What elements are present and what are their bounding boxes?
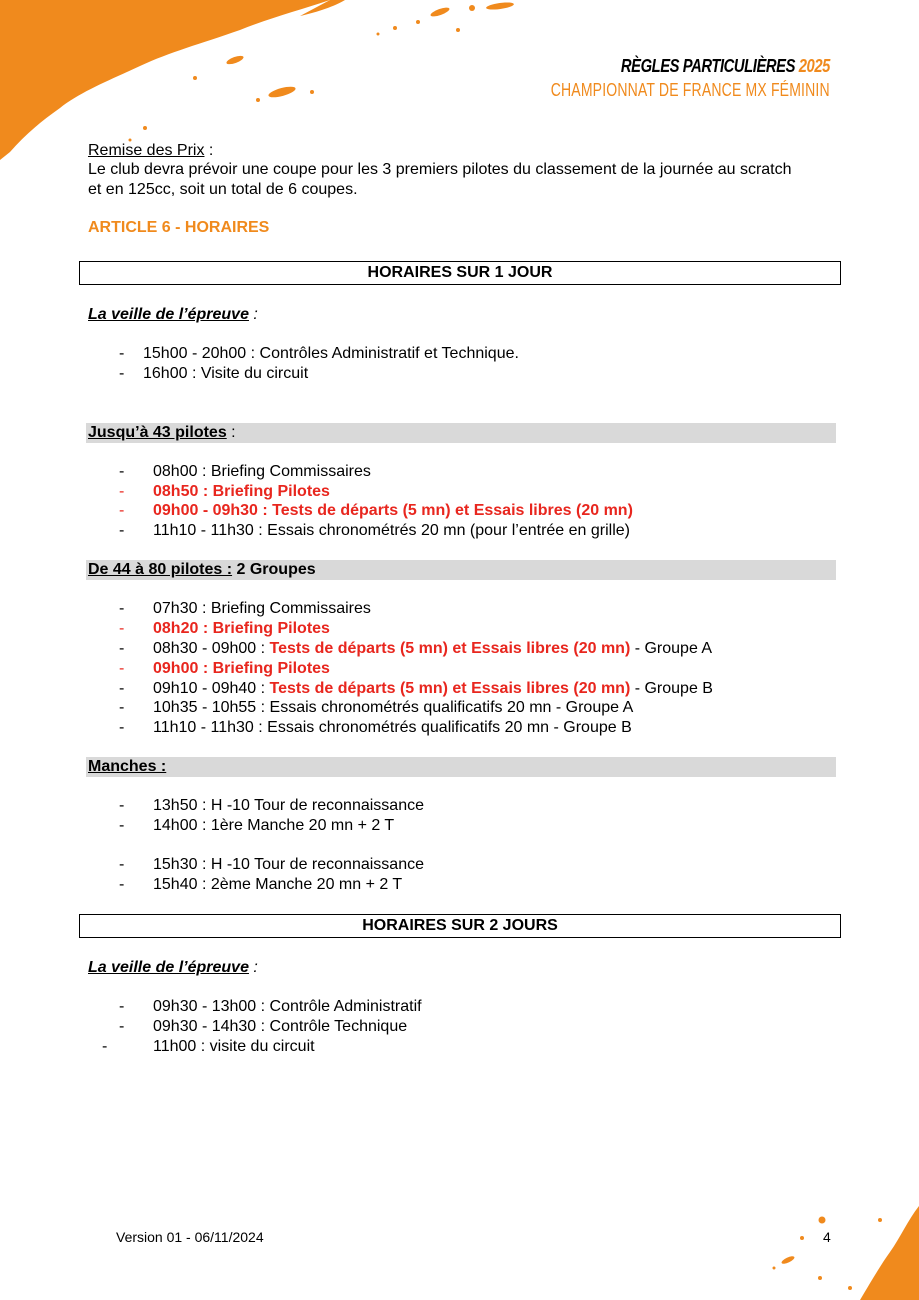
header-title: RÈGLES PARTICULIÈRES 2025 [620,56,830,76]
two-days-box-title: HORAIRES SUR 2 JOURS [79,914,841,938]
two-days-eve-heading-line: La veille de l’épreuve : [88,959,258,976]
footer-version: Version 01 - 06/11/2024 [116,1229,264,1245]
up-to-43-heading-band: Jusqu’à 43 pilotes : [86,423,836,443]
article-heading: ARTICLE 6 - HORAIRES [88,219,270,236]
two-days-eve-heading: La veille de l’épreuve [88,959,249,976]
brush-splash-bottom-decoration [750,1200,919,1300]
one-day-box-title: HORAIRES SUR 1 JOUR [79,261,841,285]
one-day-eve-heading: La veille de l’épreuve [88,306,249,323]
prizes-text-line-2: et en 125cc, soit un total de 6 coupes. [88,181,358,198]
header-year: 2025 [798,56,830,76]
header-subtitle: CHAMPIONNAT DE FRANCE MX FÉMININ [550,80,830,100]
prizes-heading: Remise des Prix [88,142,205,159]
prizes-heading-line: Remise des Prix : [88,142,214,159]
page-number: 4 [823,1229,831,1245]
one-day-eve-heading-line: La veille de l’épreuve : [88,306,258,323]
manches-heading-band: Manches : [86,757,836,777]
from-44-heading-band: De 44 à 80 pilotes : 2 Groupes [86,560,836,580]
brush-splash-top-decoration [0,0,530,165]
prizes-text-line-1: Le club devra prévoir une coupe pour les 3 premiers pilotes du classement de la journée au scratch [88,161,792,178]
